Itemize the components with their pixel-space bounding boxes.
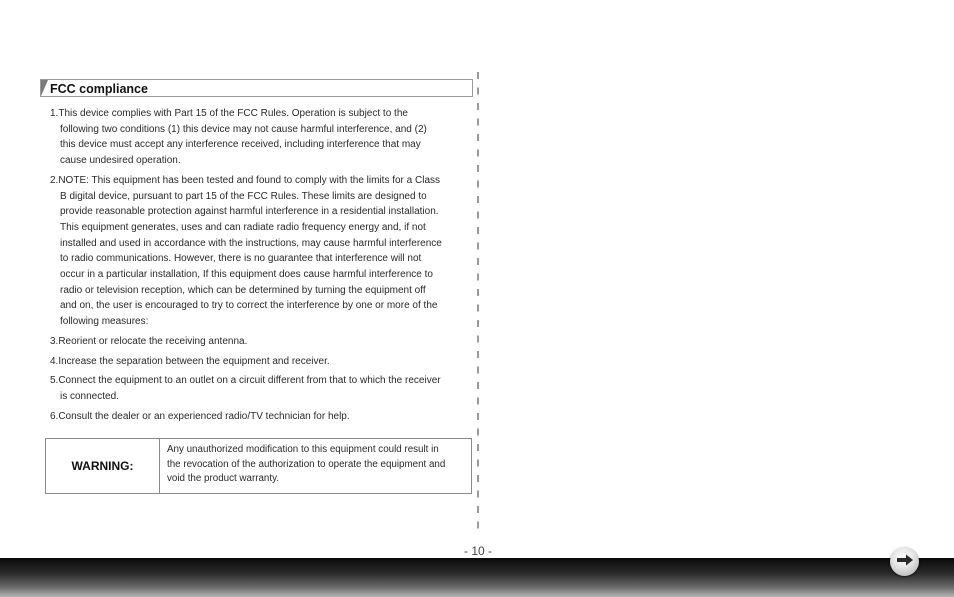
warning-text [160, 439, 471, 493]
warning-line: void the product warranty. [167, 473, 279, 484]
list-item [50, 373, 466, 404]
item-text: 3.Reorient or relocate the receiving antenna. [50, 335, 248, 347]
header-corner-accent [41, 80, 48, 96]
page-number: - 10 - [463, 544, 492, 558]
item-text-continued: and on, the user is encouraged to try to correct the interference by one or more of the [60, 300, 438, 312]
item-text: 1.This device complies with Part 15 of the FCC Rules. Operation is subject to the [50, 108, 408, 119]
item-text-continued: occur in a particular installation, If this equipment does cause harmful interference to [60, 269, 433, 281]
item-text: 6.Consult the dealer or an experienced radio/TV technician for help. [50, 410, 350, 422]
section-title: FCC compliance [50, 82, 148, 96]
warning-label: WARNING: [46, 439, 160, 493]
item-text-continued: to radio communications. However, there is no guarantee that interference will not [60, 253, 422, 265]
warning-box [45, 438, 472, 494]
item-text: 4.Increase the separation between the equipment and receiver. [50, 355, 330, 367]
warning-line: the revocation of the authorization to operate the equipment and [167, 458, 446, 470]
list-item [50, 173, 466, 330]
item-text-continued: this device must accept any interference received, including interference that may [60, 139, 421, 151]
item-text-continued: following two conditions (1) this device may not cause harmful interference, and (2) [60, 123, 427, 135]
item-text: 5.Connect the equipment to an outlet on a circuit different from that to which the receiver [50, 375, 441, 387]
warning-line: Any unauthorized modification to this equipment could result in [167, 444, 439, 455]
footer-bar [0, 558, 954, 597]
section-header [40, 79, 473, 97]
item-text-continued: radio or television reception, which can be determined by turning the equipment off [60, 284, 426, 296]
page-divider [477, 72, 479, 534]
item-text-continued: is connected. [60, 390, 119, 402]
arrow-right-icon [896, 553, 914, 571]
item-text-continued: following measures: [60, 316, 149, 328]
item-text: 2.NOTE: This equipment has been tested and found to comply with the limits for a Class [50, 174, 441, 186]
item-text-continued: B digital device, pursuant to part 15 of the FCC Rules. These limits are designed to [60, 190, 427, 202]
list-item [50, 334, 466, 350]
compliance-list [50, 106, 466, 428]
item-text-continued: This equipment generates, uses and can radiate radio frequency energy and, if not [60, 221, 426, 233]
next-page-button[interactable] [890, 547, 919, 576]
list-item [50, 354, 466, 370]
item-text-continued: provide reasonable protection against harmful interference in a residential installation. [60, 206, 439, 218]
item-text-continued: cause undesired operation. [60, 155, 181, 167]
list-item [50, 409, 466, 425]
item-text-continued: installed and used in accordance with the instructions, may cause harmful interference [60, 237, 442, 249]
list-item [50, 106, 466, 169]
